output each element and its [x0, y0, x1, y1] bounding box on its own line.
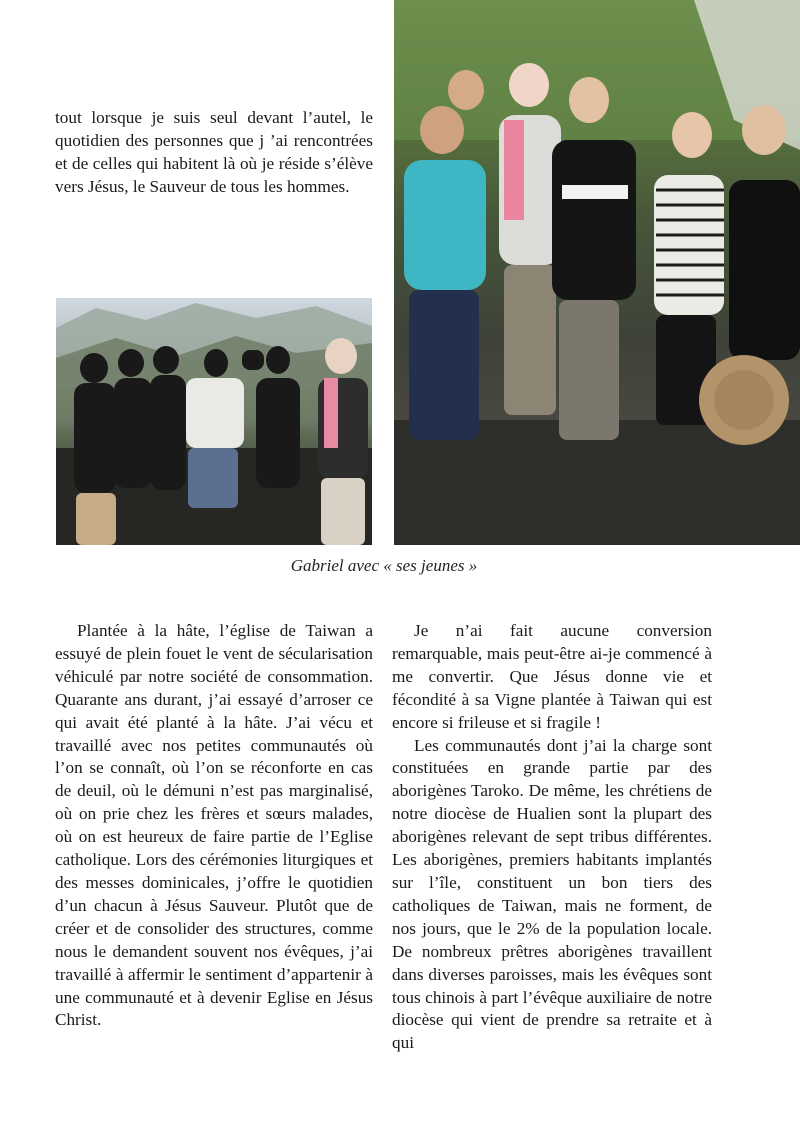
body-column-left: Plantée à la hâte, l’église de Taiwan a essuyé de plein fouet le vent de sécularisation véhiculé par notre société de consommation. Quarante ans durant, j’ai essayé d’arroser ce qui avait été planté à la hâte. J’ai vécu et travaillé avec nos petites communautés où l’on se connaît, où l’on se réconforte en cas de deuil, où le démuni n’est pas marginalisé, où on prie chez les frères et sœurs malades, où on est heureux de faire partie de l’Eglise catholique. Lors des cérémonies liturgiques et des messes dominicales, j’offre le quotidien d’un chacun à Jésus Sauveur. Plutôt que de créer et de consolider des structures, comme nous le demandent souvent nos évêques, j’ai travaillé à affermir le sentiment d’appartenir à une communauté et à devenir Eglise en Jésus Christ. [55, 621, 373, 1030]
group-photo-mountains [56, 298, 372, 545]
photo-caption: Gabriel avec « ses jeunes » [290, 556, 478, 575]
group-photo-forest-illustration [394, 0, 800, 545]
body-paragraph-communities: Les communautés dont j’ai la charge sont constituées en grande partie par des aborigènes Taroko. De même, les chrétiens de notre diocèse de Hualien sont la plupart des aborigènes relevant de sept tribus différentes. Les aborigènes, premiers habitants implantés sur l’île, constituent un bon tiers des catholiques de Taiwan, mais ne forment, de nos jours, que le 2% de la population locale. De nombreux prêtres aborigènes travaillent dans diverses paroisses, mais les évêques sont tous chinois à part l’évêque auxiliaire de notre diocèse qui vient de prendre sa retraite et à qui [392, 735, 712, 1053]
group-photo-mountains-illustration [56, 298, 372, 545]
intro-paragraph: tout lorsque je suis seul devant l’autel, le quotidien des personnes que j ’ai rencontrées et de celles qui habitent là où je réside s’élève vers Jésus, le Sauveur de tous les hommes. [55, 108, 373, 196]
body-paragraph-conversion: Je n’ai fait aucune conversion remarquable, mais peut-être ai-je commencé à me convertir. Que Jésus donne vie et fécondité à sa Vigne plantée à Taiwan qui est encore si frileuse et si fragile ! [392, 621, 712, 732]
body-column-right [392, 620, 712, 1055]
group-photo-forest [394, 0, 800, 545]
